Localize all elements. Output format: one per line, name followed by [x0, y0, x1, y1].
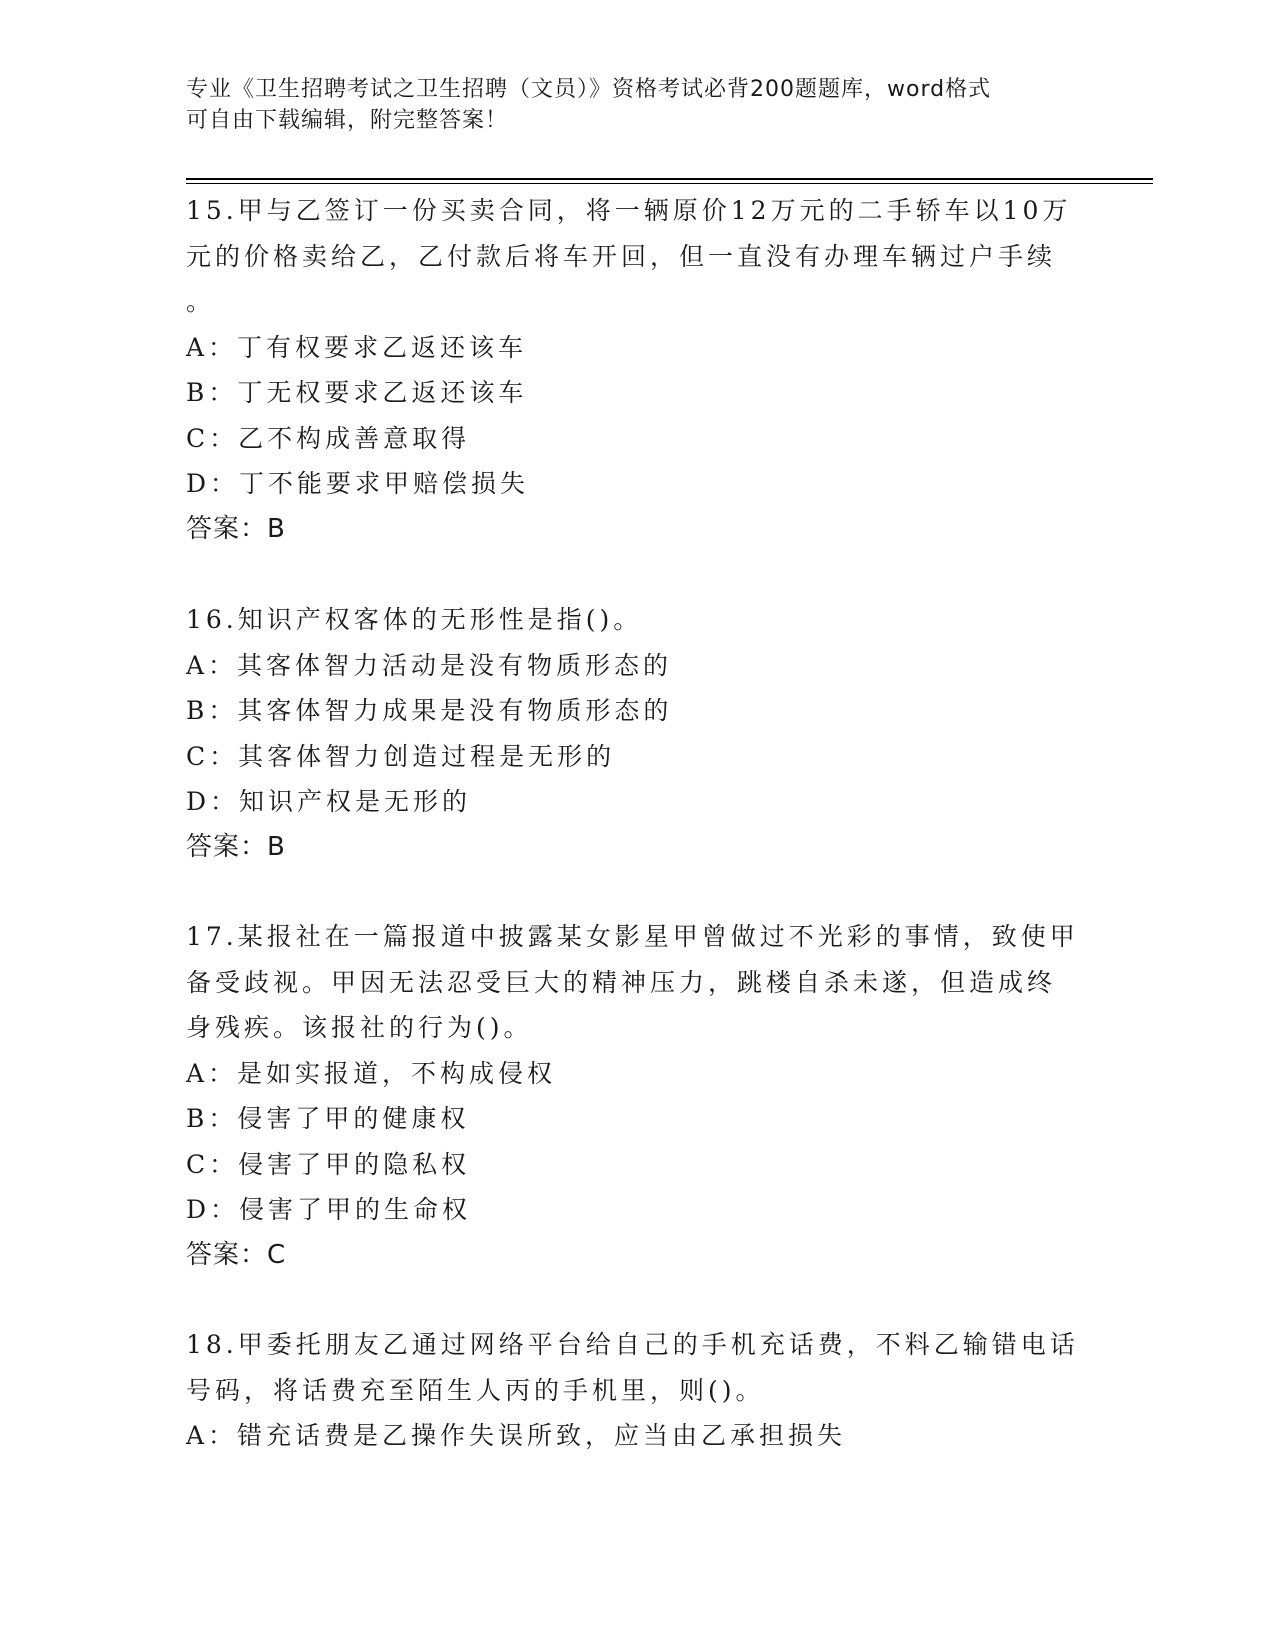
- question-stem-line: 16.知识产权客体的无形性是指()。: [186, 605, 643, 634]
- header-line-2: 可自由下载编辑，附完整答案！: [186, 108, 509, 133]
- question-18: [186, 1322, 1086, 1459]
- option-c: C：乙不构成善意取得: [186, 423, 471, 453]
- option-b: B：其客体智力成果是没有物质形态的: [186, 696, 673, 725]
- question-stem-line: 备受歧视。甲因无法忍受巨大的精神压力，跳楼自杀未遂，但造成终: [186, 967, 1057, 997]
- answer-line: 答案：C: [186, 1239, 287, 1270]
- option-a: A：是如实报道，不构成侵权: [186, 1058, 557, 1088]
- question-stem-line: 元的价格卖给乙，乙付款后将车开回，但一直没有办理车辆过户手续: [186, 241, 1057, 271]
- option-d: D：丁不能要求甲赔偿损失: [186, 469, 530, 498]
- header-line-1: 专业《卫生招聘考试之卫生招聘（文员）》资格考试必背200题题库，word格式: [186, 77, 992, 102]
- question-17: [186, 914, 1086, 1278]
- option-d: D：知识产权是无形的: [186, 787, 472, 816]
- answer-line: 答案：B: [186, 513, 286, 544]
- question-stem-line: 。: [186, 287, 216, 316]
- question-stem-line: 号码，将话费充至陌生人丙的手机里，则()。: [186, 1375, 765, 1405]
- option-a: A：丁有权要求乙返还该车: [186, 332, 528, 362]
- header-divider-thick: [186, 178, 1153, 180]
- option-b: B：侵害了甲的健康权: [186, 1104, 470, 1133]
- option-a: A：错充话费是乙操作失误所致，应当由乙承担损失: [186, 1421, 847, 1450]
- option-b: B：丁无权要求乙返还该车: [186, 378, 528, 407]
- option-c: C：侵害了甲的隐私权: [186, 1149, 471, 1179]
- header-divider-thin: [186, 183, 1153, 184]
- question-stem-line: 身残疾。该报社的行为()。: [186, 1013, 533, 1042]
- option-a: A：其客体智力活动是没有物质形态的: [186, 650, 673, 680]
- question-stem-line: 15.甲与乙签订一份买卖合同，将一辆原价12万元的二手轿车以10万: [186, 196, 1072, 225]
- question-16: [186, 597, 1086, 870]
- question-stem-line: 18.甲委托朋友乙通过网络平台给自己的手机充话费，不料乙输错电话: [186, 1330, 1079, 1359]
- option-d: D：侵害了甲的生命权: [186, 1195, 472, 1224]
- answer-line: 答案：B: [186, 831, 286, 862]
- document-header: [186, 74, 1066, 136]
- question-stem-line: 17.某报社在一篇报道中披露某女影星甲曾做过不光彩的事情，致使甲: [186, 922, 1079, 951]
- question-15: [186, 188, 1086, 552]
- option-c: C：其客体智力创造过程是无形的: [186, 741, 616, 771]
